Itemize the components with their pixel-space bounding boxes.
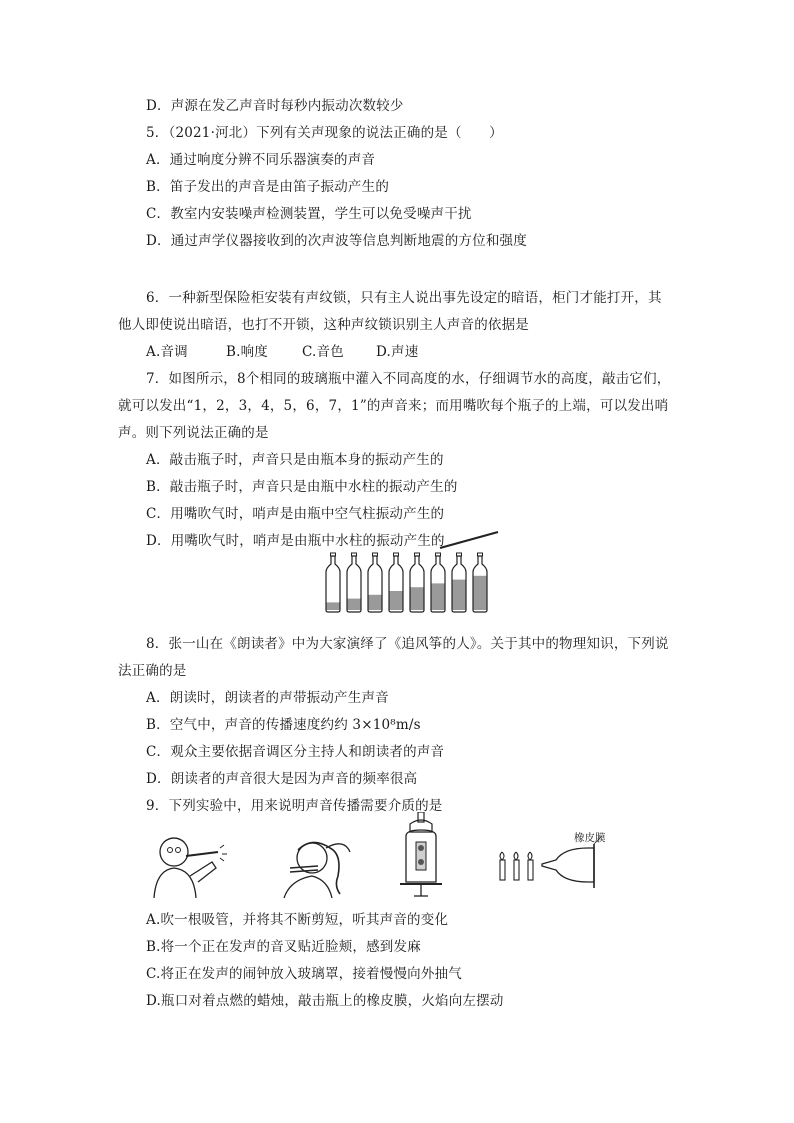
bottle-water [368,595,382,610]
bottle-neck-rim [373,553,378,556]
bottles-group [326,553,487,612]
tuning-fork-face-figure [268,828,358,900]
bottle-1 [326,553,340,612]
q5-option-d: D．通过声学仪器接收到的次声波等信息判断地震的方位和强度 [146,233,527,249]
bottle-neck-rim [352,553,357,556]
q7-stem-line1: 7．如图所示，8个相同的玻璃瓶中灌入不同高度的水，仔细调节水的高度，敲击它们， [146,371,671,387]
bottle-neck-rim [394,553,399,556]
bottle-water [431,583,445,610]
q9-option-c: C.将正在发声的闹钟放入玻璃罩，接着慢慢向外抽气 [146,966,462,982]
bottle-neck-rim [457,553,462,556]
bottle-water [410,587,424,610]
bottle-neck-rim [331,553,336,556]
q4-option-d: D．声源在发乙声音时每秒内振动次数较少 [146,98,404,114]
bottle-water [347,599,361,610]
q7-option-d: D．用嘴吹气时，哨声是由瓶中水柱的振动产生的 [146,533,445,549]
bottle-neck-rim [415,553,420,556]
q8-option-a: A．朗读时，朗读者的声带振动产生声音 [146,690,389,706]
q9-option-b: B.将一个正在发声的音叉贴近脸颊，感到发麻 [146,939,421,955]
q5-option-b: B．笛子发出的声音是由笛子振动产生的 [146,179,390,195]
q6-option-b: B.响度 [226,344,269,360]
q6-option-d: D.声速 [376,344,419,360]
bottle-water [389,591,403,610]
q7-option-b: B．敲击瓶子时，声音只是由瓶中水柱的振动产生的 [146,479,458,495]
bottle-neck-rim [436,553,441,556]
bottle-7 [452,553,466,612]
q6-stem-line1: 6．一种新型保险柜安装有声纹锁，只有主人说出事先设定的暗语，柜门才能打开，其 [146,290,662,306]
q8-option-c: C．观众主要依据音调区分主持人和朗读者的声音 [146,744,445,760]
bell-jar-vacuum-figure [396,812,446,904]
bottle-water [452,580,466,610]
bottle-2 [347,553,361,612]
q8-stem-line1: 8．张一山在《朗读者》中为大家演绎了《追风筝的人》。关于其中的物理知识，下列说 [146,636,669,652]
bottle-6 [431,553,445,612]
q6-option-c: C.音色 [302,344,344,360]
q9-option-a: A.吹一根吸管，并将其不断剪短，听其声音的变化 [146,912,449,928]
q8-option-b: B．空气中，声音的传播速度约约 3×10⁸m/s [146,717,421,733]
q8-stem-line2: 法正确的是 [118,663,187,679]
bottle-8 [473,553,487,612]
bottle-water [326,602,340,610]
q7-option-c: C．用嘴吹气时，哨声是由瓶中空气柱振动产生的 [146,506,445,522]
q5-option-c: C．教室内安装噪声检测装置，学生可以免受噪声干扰 [146,206,472,222]
q7-option-a: A．敲击瓶子时，声音只是由瓶本身的振动产生的 [146,452,444,468]
q7-stem-line2: 就可以发出“1，2，3，4，5，6，7，1”的声音来；而用嘴吹每个瓶子的上端，可以发出哨 [118,398,669,414]
q7-stem-line3: 声。则下列说法正确的是 [118,425,269,441]
straw-blowing-figure [146,828,236,900]
bottle-5 [410,553,424,612]
bottle-4 [389,553,403,612]
q5-option-a: A．通过响度分辨不同乐器演奏的声音 [146,152,376,168]
q6-option-a: A.音调 [146,344,188,360]
q6-stem-line2: 他人即使说出暗语，也打不开锁，这种声纹锁识别主人声音的依据是 [118,317,529,333]
q5-stem: 5．（2021·河北）下列有关声现象的说法正确的是（ ） [146,125,503,141]
bottles-figure [320,528,510,618]
q9-stem: 9．下列实验中，用来说明声音传播需要介质的是 [146,798,443,814]
q6-options [146,342,418,362]
q8-option-d: D．朗读者的声音很大是因为声音的频率很高 [146,771,418,787]
bottle-neck-rim [478,553,483,556]
q9-option-d: D.瓶口对着点燃的蜡烛，敲击瓶上的橡皮膜，火焰向左摆动 [146,993,504,1009]
striking-stick [440,532,498,548]
membrane-label: 橡皮膜 [574,832,606,844]
bottle-water [473,576,487,610]
bottle-3 [368,553,382,612]
